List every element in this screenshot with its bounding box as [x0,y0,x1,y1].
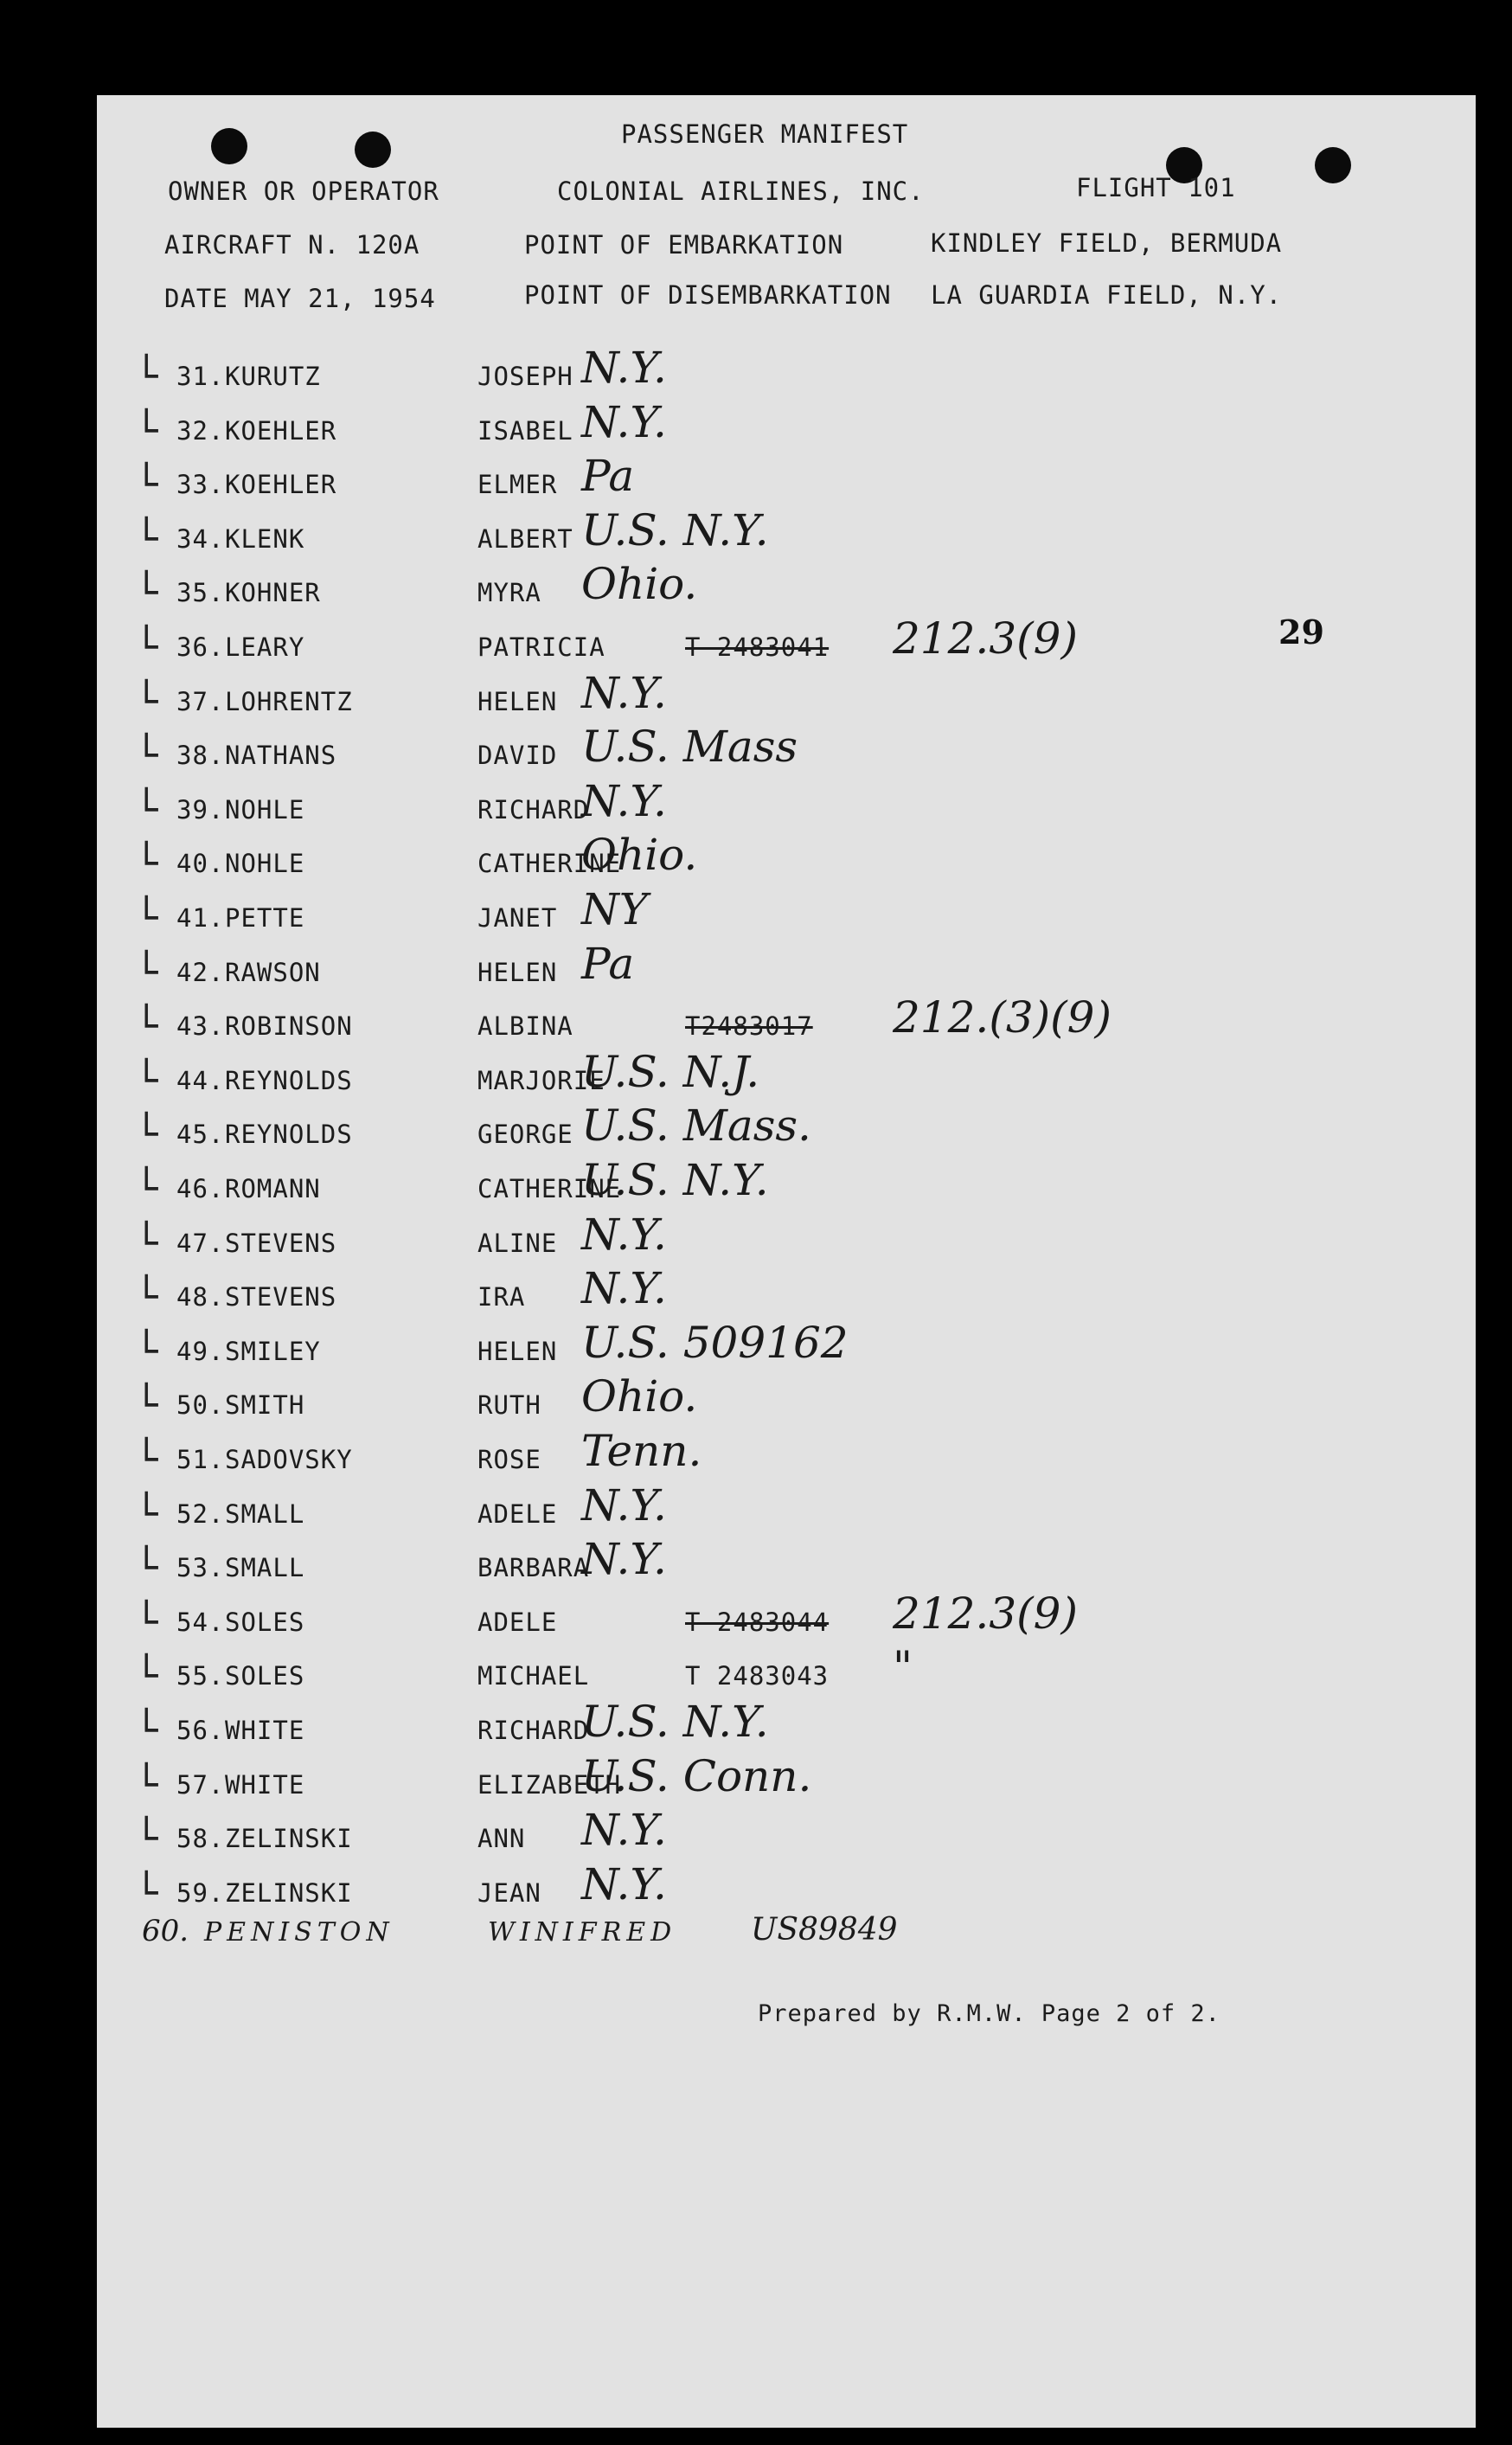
check-mark: └ [135,1654,158,1698]
first-name: JEAN [477,1878,541,1908]
last-name: STEVENS [225,1229,337,1258]
handwritten-note: U.S. 509162 [581,1318,849,1368]
check-mark: └ [135,1222,158,1266]
check-mark: └ [135,1546,158,1590]
first-name: ADELE [477,1608,558,1637]
check-mark: └ [135,680,158,724]
last-name: NOHLE [225,795,305,825]
passenger-row [97,939,1394,1010]
embark-label: POINT OF EMBARKATION [524,230,844,260]
handwritten-note: N.Y. [581,1805,667,1855]
disembark-value: LA GUARDIA FIELD, N.Y. [931,280,1283,310]
first-name: ALBERT [477,524,573,554]
handwritten-note: N.Y. [581,343,667,393]
row-number: 34. [176,524,225,554]
check-mark: └ [135,1601,158,1645]
last-name: ZELINSKI [225,1824,353,1853]
owner-label: OWNER OR OPERATOR [168,176,439,206]
owner-value: COLONIAL AIRLINES, INC. [557,176,925,206]
last-name: NOHLE [225,849,305,878]
last-name: KLENK [225,524,305,554]
last-name: SOLES [225,1608,305,1637]
aircraft: AIRCRAFT N. 120A [164,230,420,260]
punch-hole [1315,147,1351,183]
handwritten-note: N.Y. [581,1210,667,1260]
row-number: 42. [176,958,225,987]
last-name: KURUTZ [225,362,321,391]
first-name: ADELE [477,1499,558,1529]
last-name: LOHRENTZ [225,687,353,716]
handwritten-note: U.S. N.Y. [581,1697,769,1747]
passenger-row [97,1426,1394,1497]
handwritten-note: U.S. N.J. [581,1047,760,1097]
manifest-page [97,95,1476,2428]
check-mark: └ [135,1763,158,1807]
check-mark: └ [135,1167,158,1211]
handwritten-note: NY [581,884,648,934]
first-name: JANET [477,903,558,933]
check-mark: └ [135,1871,158,1916]
check-mark: └ [135,1709,158,1753]
first-name: MICHAEL [477,1661,590,1691]
first-name: ROSE [477,1445,541,1474]
last-name: SMITH [225,1390,305,1420]
row-number: 39. [176,795,225,825]
first-name: DAVID [477,741,558,770]
check-mark: └ [135,842,158,886]
check-mark: └ [135,1383,158,1428]
last-name: PETTE [225,903,305,933]
last-name: REYNOLDS [225,1120,353,1149]
last-name: ROBINSON [225,1011,353,1041]
ticket-number: T2483017 [685,1011,813,1041]
handwritten-note: U.S. Conn. [581,1751,812,1801]
check-mark: └ [135,951,158,995]
manifest-date: DATE MAY 21, 1954 [164,284,436,313]
passenger-row [97,1318,1394,1389]
passenger-row [97,343,1394,414]
last-name: KOHNER [225,578,321,607]
footer: Prepared by R.M.W. Page 2 of 2. [758,2000,1220,2027]
punch-hole [211,128,247,164]
check-mark: └ [135,409,158,453]
first-name: IRA [477,1282,526,1312]
handwritten-note: Pa [581,939,635,989]
last-name: WHITE [225,1770,305,1800]
last-name: LEARY [225,632,305,662]
row-number: 54. [176,1608,225,1637]
passenger-row [97,1480,1394,1551]
row-number: 31. [176,362,225,391]
check-mark: └ [135,1275,158,1319]
disembark-label: POINT OF DISEMBARKATION [524,280,892,310]
last-name: SADOVSKY [225,1445,353,1474]
row-number: 56. [176,1716,225,1745]
first-name: GEORGE [477,1120,573,1149]
row-number: 33. [176,470,225,499]
passenger-row [97,1534,1394,1605]
row-number: 55. [176,1661,225,1691]
first-name: HELEN [477,687,558,716]
check-mark: └ [135,1438,158,1482]
check-mark: └ [135,896,158,940]
entry-last-name: PENISTON [204,1917,394,1948]
handwritten-note: U.S. N.Y. [581,1155,769,1205]
passenger-row [97,397,1394,468]
row-number: 38. [176,741,225,770]
handwritten-note: N.Y. [581,1263,667,1313]
handwritten-note: N.Y. [581,1859,667,1909]
check-mark: └ [135,355,158,399]
handwritten-entry [106,1912,1144,1973]
handwritten-note: 212.3(9) [893,613,1078,664]
first-name: MYRA [477,578,541,607]
last-name: STEVENS [225,1282,337,1312]
embark-value: KINDLEY FIELD, BERMUDA [931,228,1283,258]
handwritten-note: N.Y. [581,397,667,447]
row-number: 47. [176,1229,225,1258]
check-mark: └ [135,571,158,615]
passenger-row [97,1751,1394,1822]
first-name: PATRICIA [477,632,605,662]
handwritten-note: 212.3(9) [893,1588,1078,1639]
handwritten-note: Ohio. [581,830,698,880]
row-number: 41. [176,903,225,933]
row-number: 49. [176,1337,225,1366]
check-mark: └ [135,517,158,562]
first-name: ELIZABETH [477,1770,622,1800]
check-mark: └ [135,734,158,778]
passenger-row [97,884,1394,955]
passenger-row [97,505,1394,576]
last-name: REYNOLDS [225,1066,353,1095]
check-mark: └ [135,1059,158,1103]
row-number: 37. [176,687,225,716]
last-name: KOEHLER [225,470,337,499]
passenger-row [97,1588,1394,1659]
first-name: ALBINA [477,1011,573,1041]
first-name: HELEN [477,1337,558,1366]
last-name: SMILEY [225,1337,321,1366]
handwritten-note: Pa [581,451,635,501]
check-mark: └ [135,1817,158,1861]
row-number: 43. [176,1011,225,1041]
last-name: SOLES [225,1661,305,1691]
row-number: 44. [176,1066,225,1095]
first-name: HELEN [477,958,558,987]
handwritten-note: U.S. Mass [581,722,798,772]
row-number: 35. [176,578,225,607]
manifest-title: PASSENGER MANIFEST [621,119,909,149]
last-name: ROMANN [225,1174,321,1203]
handwritten-note: Ohio. [581,1371,698,1421]
row-number: 53. [176,1553,225,1582]
passenger-row [97,559,1394,630]
first-name: MARJORIE [477,1066,605,1095]
row-number: 52. [176,1499,225,1529]
last-name: RAWSON [225,958,321,987]
handwritten-note: N.Y. [581,668,667,718]
first-name: RICHARD [477,795,590,825]
first-name: RICHARD [477,1716,590,1745]
first-name: ANN [477,1824,526,1853]
handwritten-note: U.S. Mass. [581,1101,811,1151]
row-number: 45. [176,1120,225,1149]
first-name: ISABEL [477,416,573,446]
passenger-row [97,1805,1394,1876]
passenger-row [97,1210,1394,1280]
row-number: 36. [176,632,225,662]
entry-first-name: WINIFRED [488,1917,677,1948]
punch-hole [355,132,391,168]
passenger-row [97,830,1394,901]
handwritten-note: U.S. N.Y. [581,505,769,555]
ticket-number: T 2483044 [685,1608,830,1637]
check-mark: └ [135,1113,158,1157]
ticket-number: T 2483041 [685,632,830,662]
passenger-row [97,1155,1394,1226]
passenger-row [97,776,1394,847]
handwritten-note: Tenn. [581,1426,702,1476]
passenger-row [97,722,1394,793]
check-mark: └ [135,788,158,832]
handwritten-note: N.Y. [581,1480,667,1531]
handwritten-note: 212.(3)(9) [893,992,1112,1043]
entry-note: US89849 [751,1912,898,1948]
row-number: 58. [176,1824,225,1853]
handwritten-note: N.Y. [581,1534,667,1584]
first-name: CATHERINE [477,1174,622,1203]
check-mark: └ [135,1330,158,1374]
ticket-number: T 2483043 [685,1661,830,1691]
flight-number: FLIGHT 101 [1076,173,1236,202]
last-name: NATHANS [225,741,337,770]
passenger-row [97,1371,1394,1442]
check-mark: └ [135,1004,158,1049]
first-name: BARBARA [477,1553,590,1582]
first-name: ALINE [477,1229,558,1258]
row-number: 51. [176,1445,225,1474]
passenger-row [97,613,1394,684]
row-number: 46. [176,1174,225,1203]
last-name: ZELINSKI [225,1878,353,1908]
row-number: 32. [176,416,225,446]
check-mark: └ [135,1492,158,1537]
first-name: CATHERINE [477,849,622,878]
row-number: 48. [176,1282,225,1312]
last-name: SMALL [225,1499,305,1529]
handwritten-note: Ohio. [581,559,698,609]
handwritten-note: N.Y. [581,776,667,826]
last-name: SMALL [225,1553,305,1582]
row-number: 40. [176,849,225,878]
last-name: KOEHLER [225,416,337,446]
entry-number: 60. [142,1914,189,1948]
check-mark: └ [135,626,158,670]
handwritten-note: " [893,1642,913,1692]
page-number: 29 [1278,613,1324,651]
first-name: ELMER [477,470,558,499]
row-number: 57. [176,1770,225,1800]
first-name: RUTH [477,1390,541,1420]
last-name: WHITE [225,1716,305,1745]
row-number: 50. [176,1390,225,1420]
first-name: JOSEPH [477,362,573,391]
row-number: 59. [176,1878,225,1908]
check-mark: └ [135,463,158,507]
